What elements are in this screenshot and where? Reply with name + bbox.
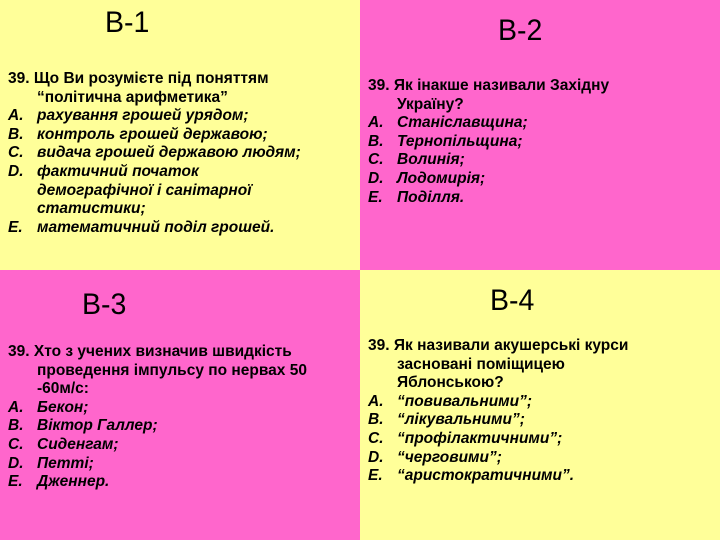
question-line — [368, 77, 718, 96]
question-text: Україну? — [397, 95, 464, 113]
answer-option-b — [8, 417, 358, 436]
question-line — [368, 96, 718, 115]
option-text: “аристократичними”. — [397, 467, 575, 485]
answer-option-e — [368, 189, 718, 208]
option-letter: B. — [368, 411, 384, 429]
answer-option-d — [368, 170, 718, 189]
answer-option-a — [368, 393, 718, 412]
quadrant-variant-1 — [0, 0, 360, 270]
answer-option-a — [368, 114, 718, 133]
answer-option-c — [368, 151, 718, 170]
option-text: Тернопільщина; — [397, 132, 523, 150]
question-line — [8, 380, 358, 399]
option-text: статистики; — [37, 200, 146, 218]
answer-option-e — [8, 473, 358, 492]
option-letter: B. — [368, 132, 384, 150]
question-block — [368, 337, 718, 486]
question-text: засновані поміщицею — [397, 355, 565, 373]
variant-heading: В-3 — [82, 288, 127, 321]
answer-option-d — [8, 455, 358, 474]
option-text: Віктор Галлер; — [37, 417, 158, 435]
option-letter: D. — [8, 454, 24, 472]
answer-option-c — [368, 430, 718, 449]
option-letter: E. — [8, 218, 23, 236]
answer-option-b — [8, 126, 358, 145]
option-letter: E. — [368, 188, 383, 206]
question-block — [8, 70, 358, 237]
option-text: Лодомирія; — [397, 169, 486, 187]
question-block — [368, 77, 718, 207]
answer-option-c — [8, 436, 358, 455]
answer-option-e — [8, 219, 358, 238]
variant-heading: В-4 — [490, 284, 535, 317]
option-letter: D. — [368, 169, 384, 187]
option-text: Сиденгам; — [37, 435, 119, 453]
option-text: Поділля. — [397, 188, 465, 206]
option-letter: A. — [8, 398, 24, 416]
question-text: -60м/с: — [37, 380, 89, 398]
question-text: Як називали акушерські курси — [393, 337, 629, 354]
option-letter: E. — [8, 473, 23, 491]
option-text: контроль грошей державою; — [37, 125, 268, 143]
option-text: видача грошей державою людям; — [37, 144, 301, 162]
option-letter: C. — [8, 144, 24, 162]
option-letter: A. — [368, 114, 384, 132]
question-number: 39. — [8, 70, 30, 87]
option-text: фактичний початок — [37, 162, 199, 180]
option-letter: E. — [368, 467, 383, 485]
answer-option-a — [8, 399, 358, 418]
question-line — [8, 89, 358, 108]
answer-option-d — [368, 449, 718, 468]
answer-options — [368, 114, 718, 207]
option-text: “черговими”; — [397, 448, 502, 466]
answer-option-c — [8, 144, 358, 163]
option-letter: C. — [8, 435, 24, 453]
answer-options — [368, 393, 718, 486]
option-text: рахування грошей урядом; — [37, 107, 249, 125]
question-line — [368, 374, 718, 393]
question-block — [8, 343, 358, 492]
option-letter: D. — [8, 162, 24, 180]
option-text: Бекон; — [37, 398, 89, 416]
option-letter: B. — [8, 417, 24, 435]
question-line — [8, 70, 358, 89]
answer-option-a — [8, 107, 358, 126]
option-letter: D. — [368, 448, 384, 466]
option-letter: A. — [8, 107, 24, 125]
option-text: Волинія; — [397, 151, 465, 169]
question-line — [8, 343, 358, 362]
question-line — [8, 362, 358, 381]
answer-option-b — [368, 411, 718, 430]
quadrant-variant-2 — [360, 0, 720, 270]
answer-options — [8, 399, 358, 492]
option-text: “лікувальними”; — [397, 411, 525, 429]
variant-heading: В-2 — [498, 14, 543, 47]
question-line — [368, 356, 718, 375]
question-number: 39. — [368, 77, 390, 94]
quadrant-variant-3 — [0, 270, 360, 540]
option-letter: C. — [368, 151, 384, 169]
question-text: проведення імпульсу по нервах 50 — [37, 361, 307, 379]
question-text: Що Ви розумієте під поняттям — [33, 70, 269, 87]
answer-options — [8, 107, 358, 237]
question-number: 39. — [8, 343, 30, 360]
question-text: Як інакше називали Західну — [393, 77, 610, 94]
option-letter: A. — [368, 392, 384, 410]
quadrant-variant-4 — [360, 270, 720, 540]
option-text: Петті; — [37, 454, 94, 472]
option-text: “профілактичними”; — [397, 429, 563, 447]
question-number: 39. — [368, 337, 390, 354]
option-text: демографічної і санітарної — [37, 181, 252, 199]
variant-heading: В-1 — [105, 6, 150, 39]
answer-option-b — [368, 133, 718, 152]
option-text: математичний поділ грошей. — [37, 218, 275, 236]
option-text: Дженнер. — [37, 473, 110, 491]
option-letter: C. — [368, 429, 384, 447]
question-text: “політична арифметика” — [37, 88, 228, 106]
answer-option-e — [368, 467, 718, 486]
option-text: “повивальними”; — [397, 392, 533, 410]
option-letter: B. — [8, 125, 24, 143]
answer-option-d — [8, 163, 358, 219]
question-line — [368, 337, 718, 356]
question-text: Хто з учених визначив швидкість — [33, 343, 292, 360]
question-text: Яблонською? — [397, 374, 504, 392]
option-text: Станіславщина; — [397, 114, 528, 132]
